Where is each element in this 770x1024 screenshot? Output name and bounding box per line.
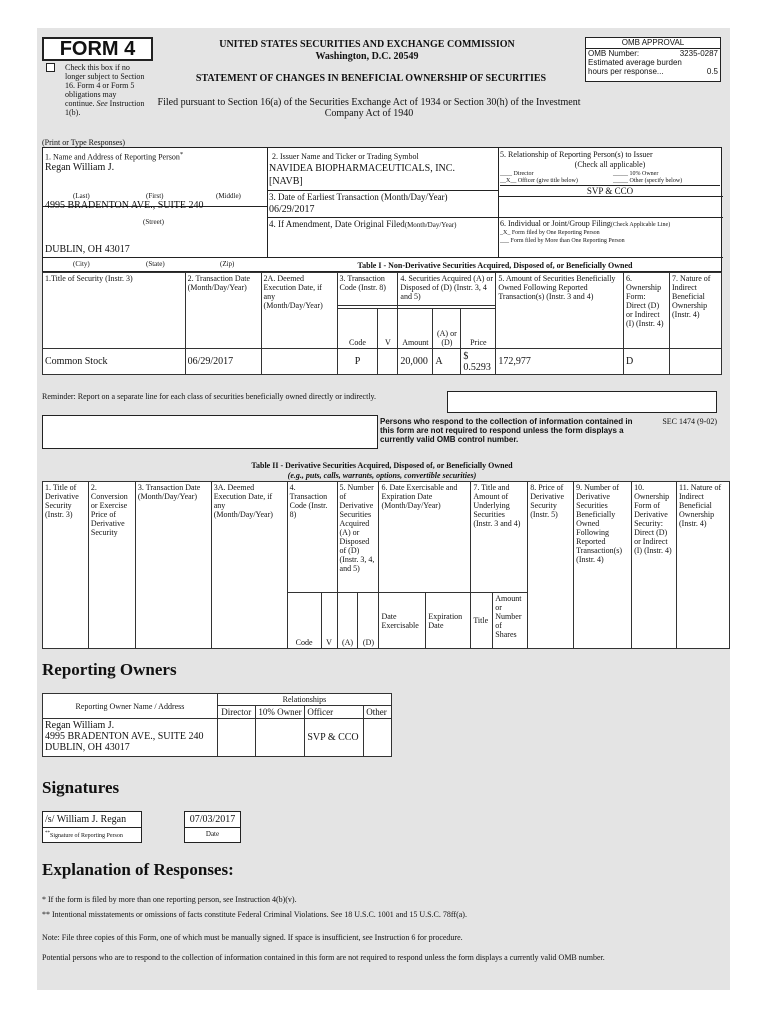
omb-hours-label: hours per response... xyxy=(588,67,664,76)
explanation-heading: Explanation of Responses: xyxy=(42,860,234,879)
t1-transaction-date: 06/29/2017 xyxy=(185,349,261,375)
t1-sub-v: V xyxy=(378,309,398,349)
signature-value: /s/ William J. Regan xyxy=(43,812,141,828)
t2-h-owned: 9. Number of Derivative Securities Beneficially Owned Following Reported Transaction(s) (Instr. 4) xyxy=(574,482,632,649)
reporting-person-name: Regan William J. xyxy=(45,162,115,173)
omb-hours-value: 0.5 xyxy=(706,67,718,76)
t1-h-code: 3. Transaction Code (Instr. 8) xyxy=(337,273,398,306)
owners-col-director: Director xyxy=(217,706,255,719)
t1-h-deemed: 2A. Deemed Execution Date, if any (Month/Day/Year) xyxy=(261,273,337,349)
table-row xyxy=(43,719,392,757)
amendment-label: 4. If Amendment, Date Original Filed(Month/Day/Year) xyxy=(269,219,457,229)
reporting-owners-heading: Reporting Owners xyxy=(42,660,177,679)
t1-h-title: 1.Title of Security (Instr. 3) xyxy=(43,273,186,349)
t1-h-owned: 5. Amount of Securities Beneficially Owned Following Reported Transaction(s) (Instr. 3 and 4) xyxy=(496,273,624,349)
omb-number-label: OMB Number: xyxy=(588,49,640,58)
signature-date: 07/03/2017 xyxy=(185,812,240,828)
owner-10pct-cell xyxy=(255,719,305,757)
t1-price: $ 0.5293 xyxy=(461,349,496,375)
other-option: _____ Other (specify below) xyxy=(613,178,683,184)
issuer-name: NAVIDEA BIOPHARMACEUTICALS, INC. xyxy=(269,163,455,174)
t2-sub-d: (D) xyxy=(358,593,379,649)
owner-officer-cell: SVP & CCO xyxy=(305,719,364,757)
reporting-info-grid xyxy=(42,147,722,272)
owner-name-address xyxy=(43,719,218,757)
t2-h-number: 5. Number of Derivative Securities Acquired (A) or Disposed of (D) (Instr. 3, 4, and 5) xyxy=(337,482,379,593)
street-label: (Street) xyxy=(143,218,164,226)
explanation-note-4: Potential persons who are to respond to the collection of information contained in this form are not required to respond unless the form displays a currently valid OMB number. xyxy=(42,953,605,962)
director-option: ____ Director xyxy=(500,171,534,177)
reminder-text: Reminder: Report on a separate line for each class of securities beneficially owned directly or indirectly. xyxy=(42,392,377,401)
document-page xyxy=(37,28,730,990)
omb-number-row xyxy=(586,49,720,58)
field1-label: 1. Name and Address of Reporting Person* xyxy=(45,151,184,162)
owner-city: DUBLIN, OH 43017 xyxy=(45,742,130,753)
explanation-note-1: * If the form is filed by more than one reporting person, see Instruction 4(b)(v). xyxy=(42,895,297,904)
earliest-date-label: 3. Date of Earliest Transaction (Month/Day/Year) xyxy=(269,192,448,202)
t2-sub-expiration: Expiration Date xyxy=(426,593,471,649)
table2-subtitle: (e.g., puts, calls, warrants, options, convertible securities) xyxy=(287,471,477,480)
earliest-date-value: 06/29/2017 xyxy=(269,204,315,215)
table2-title: Table II - Derivative Securities Acquired, Disposed of, or Beneficially Owned xyxy=(251,461,513,470)
explanation-note-3: Note: File three copies of this Form, one of which must be manually signed. If space is insufficient, see Instruction 6 for procedure. xyxy=(42,933,463,942)
signatures-heading: Signatures xyxy=(42,778,120,797)
reporting-owners-table xyxy=(42,693,392,757)
table1-title: Table I - Non-Derivative Securities Acquired, Disposed of, or Beneficially Owned xyxy=(357,261,633,270)
explanation-note-2: ** Intentional misstatements or omissions of facts constitute Federal Criminal Violations. See 18 U.S.C. 1001 and 15 U.S.C. 78ff(a). xyxy=(42,910,467,919)
t2-h-underlying: 7. Title and Amount of Underlying Securities (Instr. 3 and 4) xyxy=(471,482,528,593)
omb-hours-row xyxy=(586,67,720,76)
filing-option-one: _X_ Form filed by One Reporting Person xyxy=(500,230,600,236)
filing-label: 6. Individual or Joint/Group Filing(Check Applicable Line) xyxy=(500,219,671,228)
t1-sub-code: Code xyxy=(337,309,378,349)
state-label: (State) xyxy=(146,260,165,268)
t1-amount: 20,000 xyxy=(398,349,433,375)
reminder-box-left xyxy=(42,415,378,449)
omb-burden-label: Estimated average burden xyxy=(588,58,682,67)
t2-sub-amount: Amount or Number of Shares xyxy=(493,593,528,649)
t1-h-securities: 4. Securities Acquired (A) or Disposed of (D) (Instr. 3, 4 and 5) xyxy=(398,273,496,306)
officer-title: SVP & CCO xyxy=(500,185,720,196)
t2-h-nature: 11. Nature of Indirect Beneficial Ownership (Instr. 4) xyxy=(677,482,730,649)
issuer-label: 2. Issuer Name and Ticker or Trading Symbol xyxy=(272,152,419,161)
form-title: FORM 4 xyxy=(59,38,136,60)
owners-col-relationships: Relationships xyxy=(217,694,391,706)
first-label: (First) xyxy=(146,192,164,200)
statement-title: STATEMENT OF CHANGES IN BENEFICIAL OWNERSHIP OF SECURITIES xyxy=(195,73,547,84)
issuer-ticker: [NAVB] xyxy=(269,176,303,187)
zip-label: (Zip) xyxy=(220,260,235,268)
signature-date-box xyxy=(184,811,241,843)
owners-col-10pct: 10% Owner xyxy=(255,706,305,719)
reminder-box-right xyxy=(447,391,717,413)
last-label: (Last) xyxy=(73,192,90,200)
checkbox-text: Check this box if no longer subject to Section 16. Form 4 or Form 5 obligations may continue. See Instruction 1(b). xyxy=(65,63,145,117)
filing-option-more: ___ Form filed by More than One Reporting Person xyxy=(500,238,625,244)
owners-col-officer: Officer xyxy=(305,706,364,719)
form-title-box xyxy=(42,37,153,61)
t2-h-deemed: 3A. Deemed Execution Date, if any (Month/Day/Year) xyxy=(211,482,287,649)
print-type-note: (Print or Type Responses) xyxy=(42,138,126,147)
filed-pursuant: Filed pursuant to Section 16(a) of the Securities Exchange Act of 1934 or Section 30(h) of the Investment Company Act of 1940 xyxy=(157,97,581,119)
agency-line1: UNITED STATES SECURITIES AND EXCHANGE COMMISSION xyxy=(219,39,515,50)
t1-v xyxy=(378,349,398,375)
officer-option: __X__ Officer (give title below) xyxy=(500,178,578,184)
t1-ownership-form: D xyxy=(624,349,670,375)
t2-sub-v: V xyxy=(321,593,337,649)
no-longer-subject-checkbox[interactable] xyxy=(46,63,55,72)
owner-street: 4995 BRADENTON AVE., SUITE 240 xyxy=(45,731,204,742)
t1-sub-ad: (A) or (D) xyxy=(433,309,461,349)
owner-director-cell xyxy=(217,719,255,757)
t1-deemed-date xyxy=(261,349,337,375)
t2-h-code: 4. Transaction Code (Instr. 8) xyxy=(287,482,337,593)
t2-h-date: 3. Transaction Date (Month/Day/Year) xyxy=(135,482,211,649)
signature-date-label: Date xyxy=(205,830,220,838)
t2-h-price: 8. Price of Derivative Security (Instr. 5) xyxy=(528,482,574,649)
city-state-zip: DUBLIN, OH 43017 xyxy=(45,244,130,255)
owner-option: _____ 10% Owner xyxy=(613,171,659,177)
t2-sub-date-exercisable: Date Exercisable xyxy=(379,593,426,649)
table1-non-derivative xyxy=(42,272,722,375)
street-address: 4995 BRADENTON AVE., SUITE 240 xyxy=(45,200,204,211)
t2-h-title: 1. Title of Derivative Security (Instr. 3) xyxy=(43,482,89,649)
t2-h-form: 10. Ownership Form of Derivative Security: Direct (D) or Indirect (I) (Instr. 4) xyxy=(632,482,677,649)
middle-label: (Middle) xyxy=(216,192,241,200)
owners-col-name: Reporting Owner Name / Address xyxy=(43,694,218,719)
relationship-label: 5. Relationship of Reporting Person(s) to Issuer xyxy=(500,150,653,159)
t1-h-date: 2. Transaction Date (Month/Day/Year) xyxy=(185,273,261,349)
t1-acquired-disposed: A xyxy=(433,349,461,375)
omb-title: OMB APPROVAL xyxy=(586,38,720,49)
t1-sub-amount: Amount xyxy=(398,309,433,349)
table2-derivative xyxy=(42,481,730,649)
signature-label: **Signature of Reporting Person xyxy=(45,831,123,839)
t1-h-nature: 7. Nature of Indirect Beneficial Ownership (Instr. 4) xyxy=(669,273,721,349)
t2-sub-title: Title xyxy=(471,593,493,649)
table-row xyxy=(43,349,722,375)
t1-h-form: 6. Ownership Form: Direct (D) or Indirect (I) (Instr. 4) xyxy=(624,273,670,349)
owners-col-other: Other xyxy=(364,706,392,719)
check-all-applicable: (Check all applicable) xyxy=(574,160,646,169)
agency-line2: Washington, D.C. 20549 xyxy=(315,51,419,62)
signature-box xyxy=(42,811,142,843)
t2-h-exercisable: 6. Date Exercisable and Expiration Date (Month/Day/Year) xyxy=(379,482,471,593)
owner-other-cell xyxy=(364,719,392,757)
t1-security-title: Common Stock xyxy=(43,349,186,375)
t2-h-conversion: 2. Conversion or Exercise Price of Derivative Security xyxy=(88,482,135,649)
t1-code: P xyxy=(337,349,378,375)
t1-owned-following: 172,977 xyxy=(496,349,624,375)
sec-code: SEC 1474 (9-02) xyxy=(662,417,717,426)
persons-notice: Persons who respond to the collection of information contained in this form are not required to respond unless the form displays a currently valid OMB control number. xyxy=(380,417,633,444)
omb-number-value: 3235-0287 xyxy=(679,49,718,58)
t1-sub-price: Price xyxy=(461,309,496,349)
omb-approval-box xyxy=(585,37,721,82)
t2-sub-a: (A) xyxy=(337,593,358,649)
owner-name: Regan William J. xyxy=(45,720,115,731)
city-label: (City) xyxy=(73,260,90,268)
t2-sub-code: Code xyxy=(287,593,321,649)
t1-nature xyxy=(669,349,721,375)
